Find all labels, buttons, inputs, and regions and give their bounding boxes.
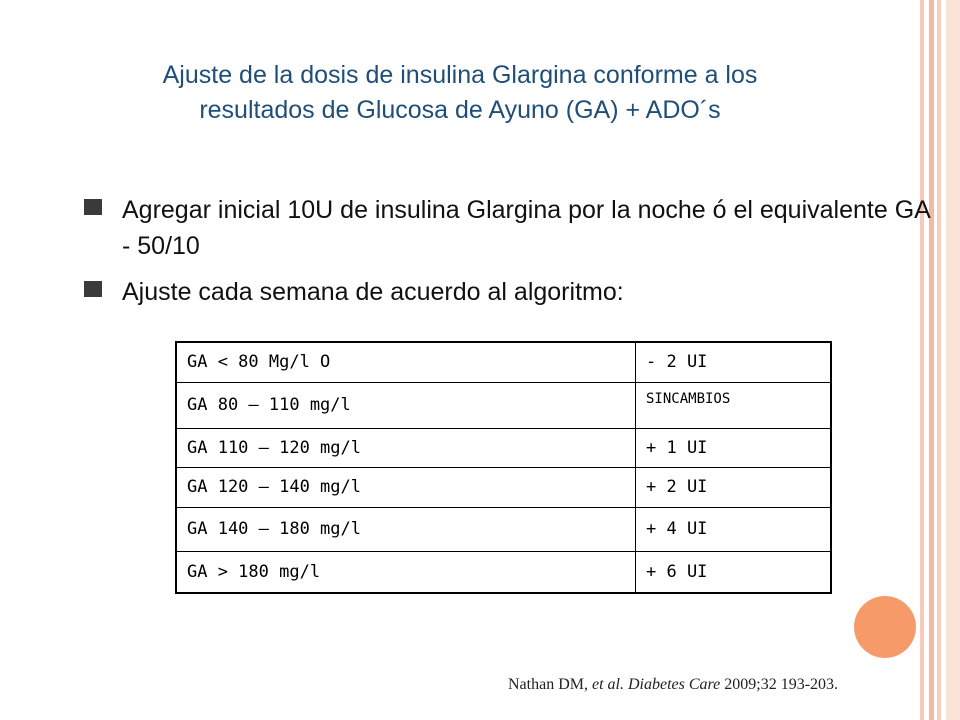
table-row (176, 551, 831, 593)
title-line-2: resultados de Glucosa de Ayuno (GA) + ADO´s (199, 96, 721, 124)
dose-adjustment-table (175, 341, 832, 594)
adjust-cell: + 1 UI (636, 428, 832, 467)
adjust-cell: + 6 UI (636, 551, 832, 593)
range-cell: GA 80 – 110 mg/l (176, 382, 636, 428)
range-cell: GA 110 – 120 mg/l (176, 428, 636, 467)
bullet-item (80, 192, 940, 264)
table-row (176, 382, 831, 428)
range-cell: GA 140 – 180 mg/l (176, 507, 636, 551)
decorative-circle (854, 596, 916, 658)
border-stripe (946, 0, 960, 720)
citation-journal: et al. Diabetes Care (591, 676, 721, 693)
border-stripe (937, 0, 941, 720)
range-cell: GA 120 – 140 mg/l (176, 467, 636, 507)
bullet-list (80, 192, 940, 320)
table-row (176, 507, 831, 551)
range-cell: GA < 80 Mg/l O (176, 342, 636, 382)
bullet-text: Ajuste cada semana de acuerdo al algoritmo: (122, 278, 624, 306)
border-stripe (929, 0, 934, 720)
title-line-1: Ajuste de la dosis de insulina Glargina conforme a los (162, 61, 758, 89)
bullet-text: Agregar inicial 10U de insulina Glargina por la noche ó el equivalente GA - 50/10 (122, 196, 930, 260)
citation-ref: 2009;32 193-203. (720, 676, 839, 693)
adjust-cell: SINCAMBIOS (636, 382, 832, 428)
citation (508, 676, 838, 694)
border-stripe (920, 0, 924, 720)
citation-author: Nathan DM, (508, 676, 592, 693)
adjust-cell: + 4 UI (636, 507, 832, 551)
adjust-cell: + 2 UI (636, 467, 832, 507)
range-cell: GA > 180 mg/l (176, 551, 636, 593)
square-bullet-icon (84, 199, 102, 215)
adjust-cell: - 2 UI (636, 342, 832, 382)
table-row (176, 342, 831, 382)
table-row (176, 428, 831, 467)
square-bullet-icon (84, 281, 102, 297)
table-row (176, 467, 831, 507)
slide-title (60, 58, 860, 128)
bullet-item (80, 274, 940, 310)
